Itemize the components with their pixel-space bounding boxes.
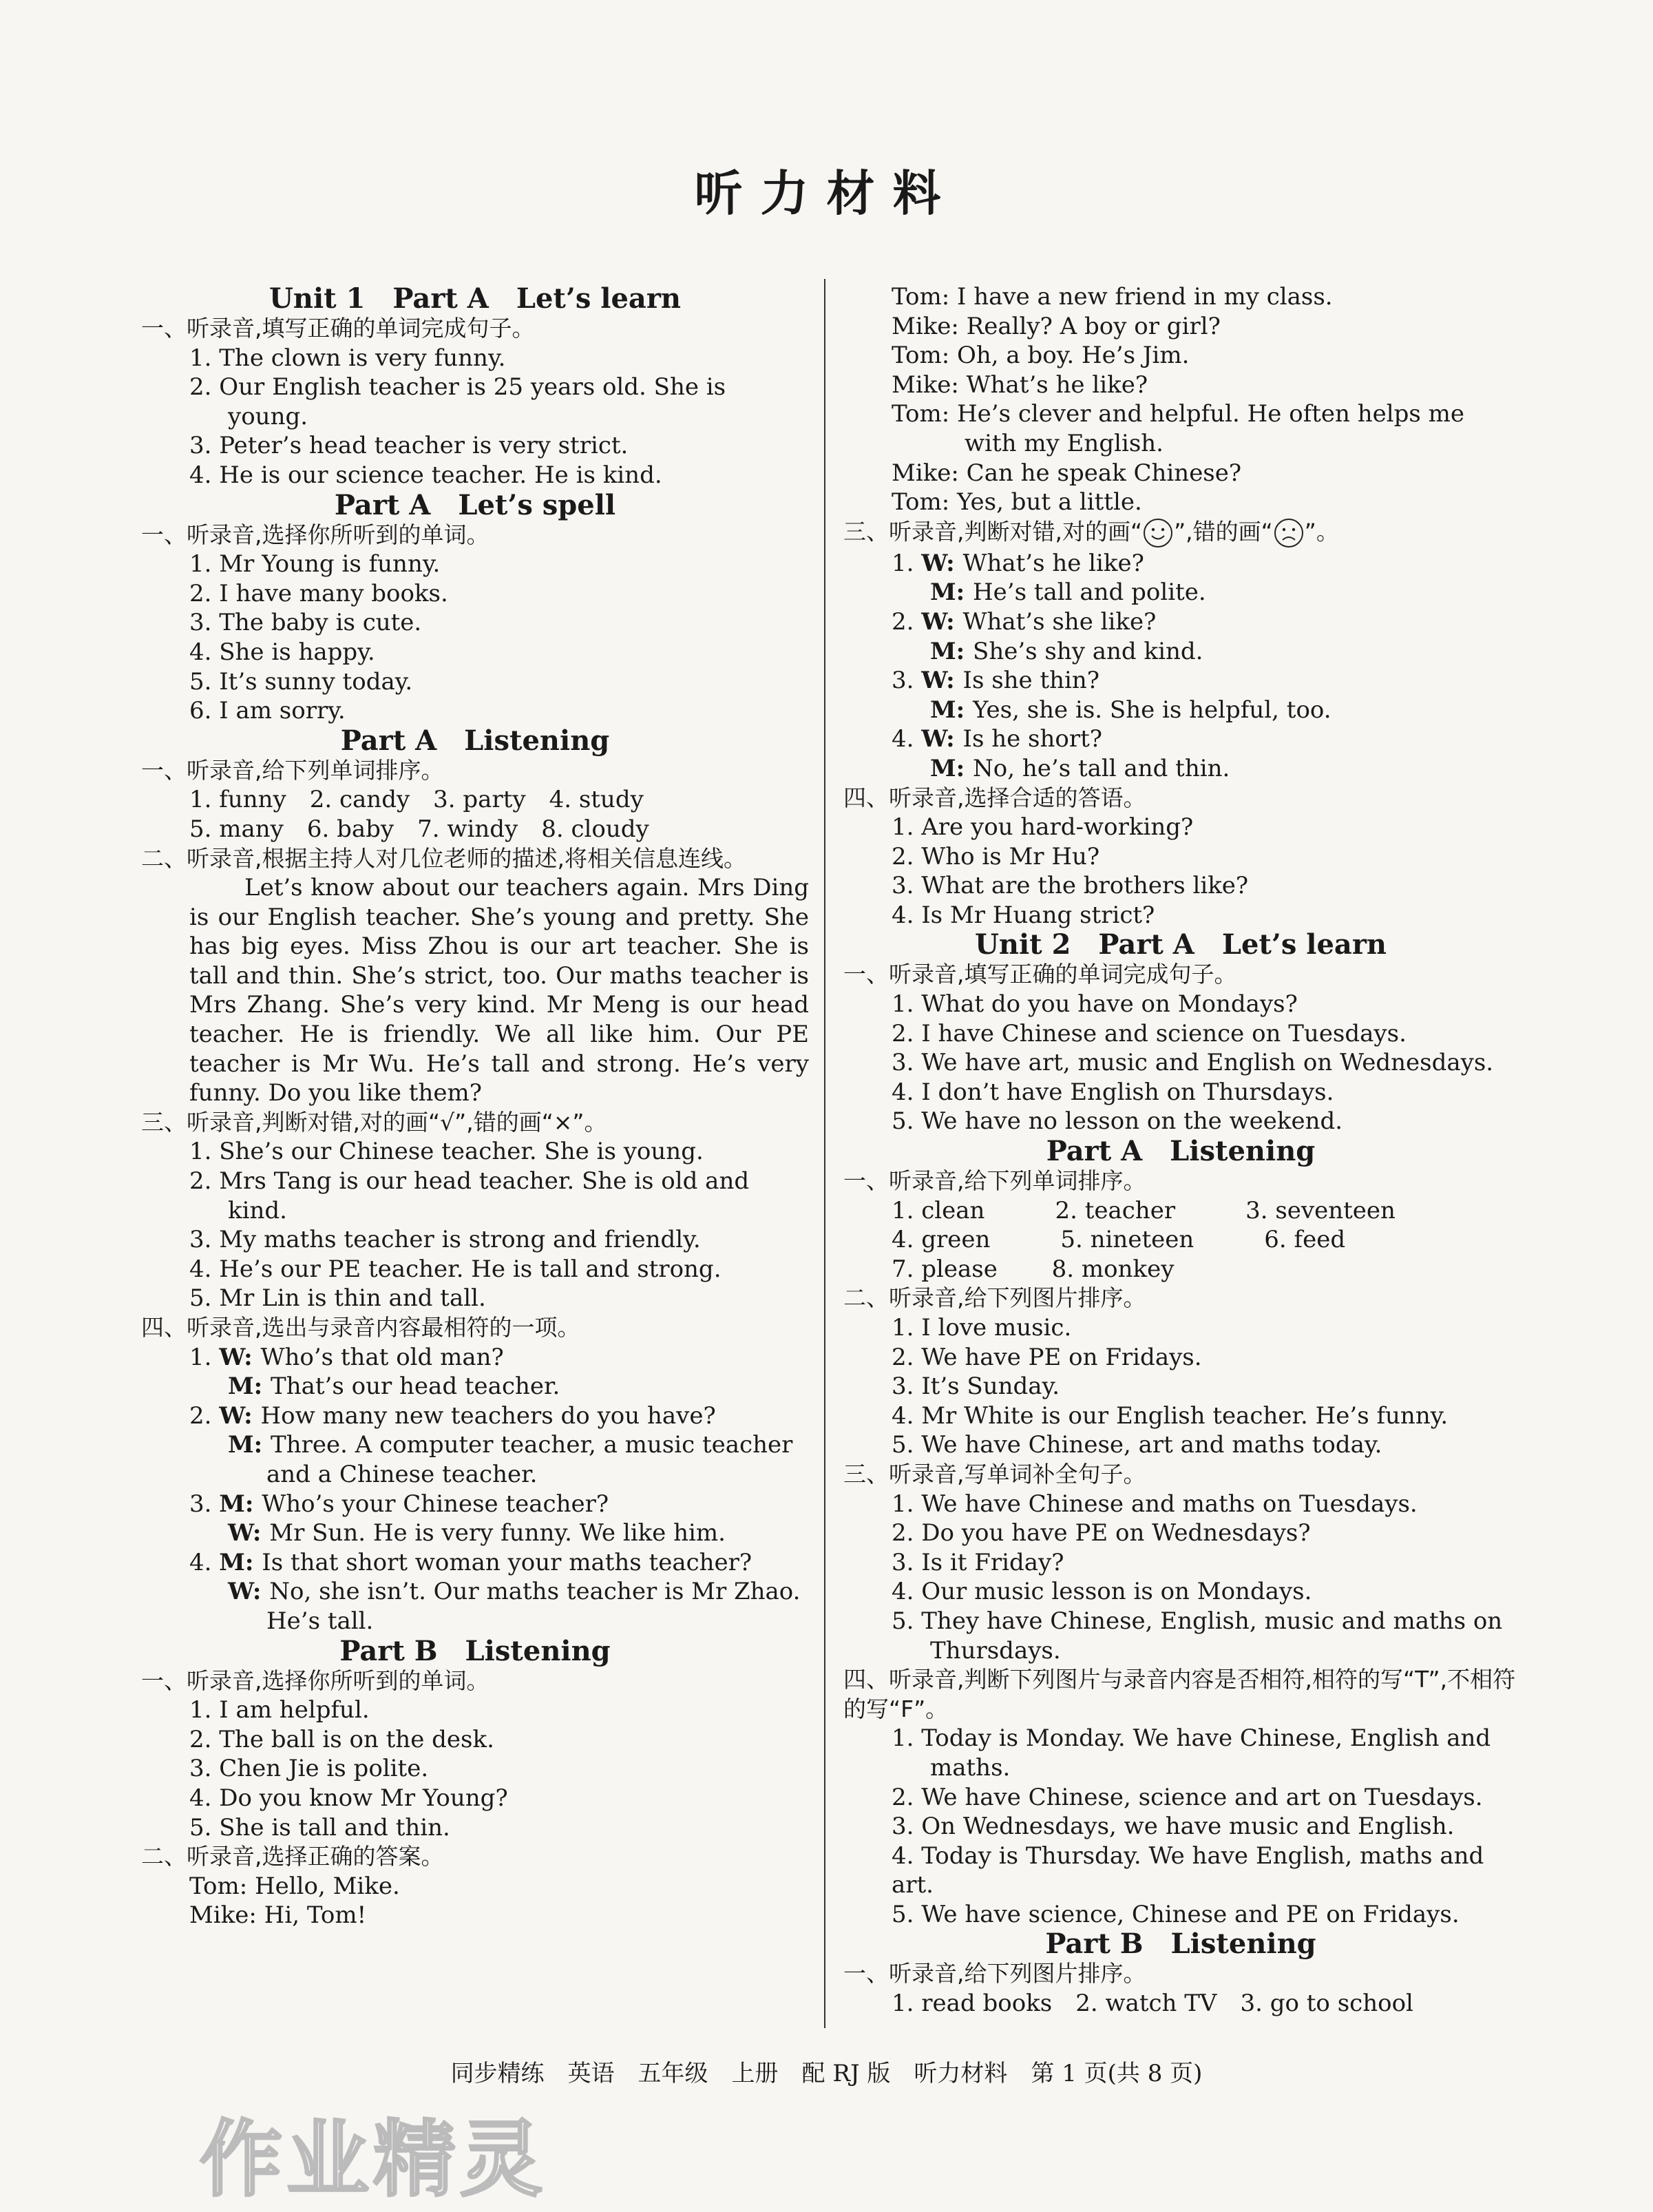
- dialogue-line: [843, 637, 1518, 667]
- dialogue-text: What’s he like?: [962, 549, 1144, 577]
- dialogue-text: What’s she like?: [962, 607, 1157, 636]
- right-column: [843, 282, 1518, 2045]
- list-item: 2. I have many books.: [189, 579, 448, 607]
- question-instruction: 二、听录音,给下列图片排序。: [843, 1284, 1146, 1312]
- dialogue-text: No, he’s tall and thin.: [973, 754, 1230, 782]
- dialogue-line: Tom: Hello, Mike.: [189, 1872, 400, 1900]
- list-item: 4. He’s our PE teacher. He is tall and strong.: [189, 1255, 722, 1283]
- list-item: 5. Mr Lin is thin and tall.: [189, 1284, 486, 1313]
- question-instruction: [843, 517, 1518, 549]
- item-number: 3.: [892, 667, 922, 695]
- instruction-text: ”。: [1304, 518, 1339, 545]
- speaker-label: W:: [219, 1401, 261, 1430]
- dialogue-line: Mike: Can he speak Chinese?: [892, 459, 1242, 487]
- dialogue-line: [141, 1401, 809, 1431]
- dialogue-line: [141, 1372, 809, 1401]
- dialogue-line: Tom: Oh, a boy. He’s Jim.: [892, 342, 1190, 370]
- list-item: 1. We have Chinese and maths on Tuesdays.: [892, 1490, 1418, 1518]
- speaker-label: M:: [219, 1548, 262, 1576]
- dialogue-line: Mike: Hi, Tom!: [189, 1901, 367, 1930]
- item-number: 1.: [189, 1343, 220, 1371]
- question-instruction: 一、听录音,给下列图片排序。: [843, 1960, 1146, 1987]
- speaker-label: W:: [228, 1578, 270, 1606]
- list-item: 2. We have PE on Fridays.: [892, 1343, 1202, 1371]
- dialogue-line: [843, 549, 1518, 578]
- passage-text: Let’s know about our teachers again. Mrs Ding is our English teacher. She’s young and pretty. She has big eyes. Miss Zhou is our art teacher. She is tall and thin. She’s strict, too. Our maths teacher is Mrs Zhang. She’s very kind. Mr Meng is our head teacher. He is friendly. We all like him. Our PE teacher is Mr Wu. He’s tall and strong. He’s very funny. Do you like them?: [189, 874, 809, 1107]
- dialogue-line: Tom: Yes, but a little.: [892, 488, 1142, 517]
- dialogue-line: [843, 696, 1518, 725]
- item-number: 2.: [892, 607, 922, 636]
- list-item: 1. I love music.: [892, 1314, 1072, 1342]
- list-item: 3. The baby is cute.: [189, 609, 422, 637]
- section-heading: Unit 1 Part A Let’s learn: [269, 284, 681, 315]
- column-divider: [824, 279, 825, 2028]
- list-item: 1. funny 2. candy 3. party 4. study: [189, 786, 644, 814]
- list-item: 2. Do you have PE on Wednesdays?: [892, 1519, 1311, 1547]
- list-item: 4. She is happy.: [189, 638, 375, 666]
- question-instruction: 四、听录音,选择合适的答语。: [843, 784, 1146, 811]
- list-item: 4. Our music lesson is on Mondays.: [892, 1578, 1312, 1606]
- question-instruction: 四、听录音,选出与录音内容最相符的一项。: [141, 1314, 580, 1341]
- list-item: 5. It’s sunny today.: [189, 667, 413, 696]
- speaker-label: W:: [921, 549, 963, 577]
- list-item: 1. clean 2. teacher 3. seventeen: [892, 1196, 1396, 1224]
- left-column: [141, 284, 809, 2047]
- list-item: 4. Today is Thursday. We have English, maths and art.: [892, 1841, 1484, 1899]
- list-item: 4. green 5. nineteen 6. feed: [892, 1226, 1346, 1254]
- dialogue-text: Who’s that old man?: [260, 1343, 504, 1371]
- instruction-text: 三、听录音,判断对错,对的画“: [843, 518, 1143, 545]
- speaker-label: W:: [219, 1343, 261, 1371]
- list-item: 5. We have science, Chinese and PE on Fridays.: [892, 1900, 1460, 1928]
- dialogue-text: No, she isn’t. Our maths teacher is Mr Zhao. He’s tall.: [266, 1578, 801, 1635]
- dialogue-line: Mike: Really? A boy or girl?: [892, 312, 1221, 340]
- speaker-label: M:: [228, 1373, 271, 1401]
- question-instruction: 二、听录音,根据主持人对几位老师的描述,将相关信息连线。: [141, 844, 746, 872]
- list-item: 4. I don’t have English on Thursdays.: [892, 1078, 1334, 1106]
- instruction-text: ”,错的画“: [1174, 518, 1273, 545]
- list-item: 1. She’s our Chinese teacher. She is young.: [189, 1138, 704, 1166]
- list-item: 3. Peter’s head teacher is very strict.: [189, 432, 629, 460]
- dialogue-text: He’s tall and polite.: [973, 578, 1206, 607]
- question-instruction: 一、听录音,给下列单词排序。: [843, 1167, 1146, 1195]
- list-item: 3. My maths teacher is strong and friendly.: [189, 1226, 701, 1254]
- page-title: 听力材料: [694, 165, 959, 222]
- dialogue-line: Tom: He’s clever and helpful. He often helps me with my English.: [892, 400, 1465, 457]
- speaker-label: W:: [228, 1519, 270, 1547]
- list-item: 2. I have Chinese and science on Tuesdays.: [892, 1019, 1407, 1047]
- speaker-label: M:: [930, 754, 973, 782]
- section-heading: Part A Listening: [1046, 1135, 1316, 1168]
- speaker-label: M:: [219, 1490, 262, 1518]
- dialogue-line: [141, 1490, 809, 1519]
- list-item: 5. many 6. baby 7. windy 8. cloudy: [189, 815, 649, 843]
- list-item: 1. What do you have on Mondays?: [892, 990, 1298, 1019]
- dialogue-line: [843, 578, 1518, 607]
- list-item: 5. We have no lesson on the weekend.: [892, 1107, 1343, 1136]
- dialogue-text: That’s our head teacher.: [271, 1373, 560, 1401]
- dialogue-text: Is he short?: [962, 725, 1102, 753]
- dialogue-line: [141, 1519, 809, 1548]
- dialogue-text: She’s shy and kind.: [973, 637, 1203, 665]
- list-item: 2. We have Chinese, science and art on Tuesdays.: [892, 1783, 1483, 1811]
- list-item: 3. Is it Friday?: [892, 1548, 1064, 1576]
- watermark-logo: 作业精灵: [200, 2112, 547, 2208]
- question-instruction: 三、听录音,写单词补全句子。: [843, 1460, 1146, 1488]
- question-instruction: 一、听录音,填写正确的单词完成句子。: [141, 315, 535, 342]
- dialogue-line: [141, 1430, 809, 1489]
- dialogue-text: Three. A computer teacher, a music teacher and a Chinese teacher.: [266, 1431, 793, 1488]
- list-item: 6. I am sorry.: [189, 697, 346, 725]
- section-heading: Part A Listening: [340, 724, 610, 757]
- list-item: 4. Do you know Mr Young?: [189, 1784, 508, 1812]
- list-item: 1. I am helpful.: [189, 1696, 370, 1724]
- speaker-label: W:: [921, 725, 963, 753]
- section-heading: Part A Let’s spell: [334, 488, 616, 521]
- list-item: 5. They have Chinese, English, music and maths on Thursdays.: [892, 1607, 1503, 1665]
- list-item: 3. Chen Jie is polite.: [189, 1755, 429, 1783]
- section-heading: Part B Listening: [339, 1634, 611, 1667]
- smiley-face-icon: [1142, 517, 1174, 549]
- dialogue-text: Yes, she is. She is helpful, too.: [973, 696, 1331, 724]
- question-instruction: 三、听录音,判断对错,对的画“√”,错的画“×”。: [141, 1108, 607, 1136]
- speaker-label: M:: [930, 637, 973, 665]
- question-instruction: 一、听录音,选择你所听到的单词。: [141, 521, 489, 548]
- item-number: 3.: [189, 1490, 220, 1518]
- list-item: 2. Mrs Tang is our head teacher. She is old and kind.: [189, 1167, 750, 1224]
- dialogue-line: [843, 754, 1518, 784]
- dialogue-line: [843, 724, 1518, 754]
- dialogue-line: Mike: What’s he like?: [892, 371, 1148, 399]
- question-instruction: 四、听录音,判断下列图片与录音内容是否相符,相符的写“T”,不相符的写“F”。: [843, 1666, 1516, 1722]
- item-number: 4.: [189, 1548, 220, 1576]
- list-item: 5. She is tall and thin.: [189, 1813, 450, 1841]
- dialogue-line: [141, 1548, 809, 1578]
- speaker-label: M:: [930, 696, 973, 724]
- sad-face-icon: [1273, 517, 1305, 549]
- list-item: 1. read books 2. watch TV 3. go to school: [892, 1990, 1413, 2018]
- list-item: 2. Our English teacher is 25 years old. She is young.: [189, 373, 726, 430]
- dialogue-line: [843, 607, 1518, 637]
- question-instruction: 一、听录音,给下列单词排序。: [141, 756, 444, 784]
- list-item: 4. Is Mr Huang strict?: [892, 901, 1155, 929]
- item-number: 4.: [892, 725, 922, 753]
- item-number: 2.: [189, 1401, 220, 1430]
- list-item: 3. What are the brothers like?: [892, 872, 1249, 900]
- dialogue-line: Tom: I have a new friend in my class.: [892, 283, 1333, 311]
- dialogue-text: Is she thin?: [962, 667, 1100, 695]
- section-heading: Part B Listening: [1045, 1928, 1316, 1961]
- list-item: 1. Today is Monday. We have Chinese, English and maths.: [892, 1724, 1491, 1782]
- dialogue-line: [141, 1577, 809, 1636]
- list-item: 7. please 8. monkey: [892, 1255, 1175, 1283]
- list-item: 3. We have art, music and English on Wednesdays.: [892, 1049, 1494, 1077]
- list-item: 4. Mr White is our English teacher. He’s funny.: [892, 1401, 1449, 1430]
- list-item: 1. Are you hard-working?: [892, 813, 1194, 842]
- list-item: 3. It’s Sunday.: [892, 1373, 1060, 1401]
- question-instruction: 二、听录音,选择正确的答案。: [141, 1843, 444, 1870]
- section-heading: Unit 2 Part A Let’s learn: [975, 928, 1387, 961]
- dialogue-text: How many new teachers do you have?: [260, 1401, 716, 1430]
- dialogue-line: [843, 666, 1518, 696]
- list-item: 5. We have Chinese, art and maths today.: [892, 1431, 1382, 1459]
- list-item: 2. Who is Mr Hu?: [892, 842, 1100, 870]
- question-instruction: 一、听录音,选择你所听到的单词。: [141, 1667, 489, 1694]
- item-number: 1.: [892, 549, 922, 577]
- dialogue-text: Is that short woman your maths teacher?: [262, 1548, 752, 1576]
- speaker-label: M:: [930, 578, 973, 607]
- list-item: 3. On Wednesdays, we have music and English.: [892, 1813, 1455, 1841]
- speaker-label: W:: [921, 607, 963, 636]
- list-item: 4. He is our science teacher. He is kind.: [189, 461, 662, 489]
- list-item: 1. The clown is very funny.: [189, 344, 506, 372]
- list-item: 1. Mr Young is funny.: [189, 550, 441, 578]
- question-instruction: 一、听录音,填写正确的单词完成句子。: [843, 961, 1237, 988]
- dialogue-text: Who’s your Chinese teacher?: [262, 1490, 609, 1518]
- speaker-label: M:: [228, 1431, 271, 1459]
- page-footer: 同步精练 英语 五年级 上册 配 RJ 版 听力材料 第 1 页(共 8 页): [450, 2060, 1203, 2087]
- dialogue-text: Mr Sun. He is very funny. We like him.: [269, 1519, 726, 1547]
- speaker-label: W:: [921, 667, 963, 695]
- dialogue-line: [141, 1343, 809, 1373]
- list-item: 2. The ball is on the desk.: [189, 1725, 494, 1753]
